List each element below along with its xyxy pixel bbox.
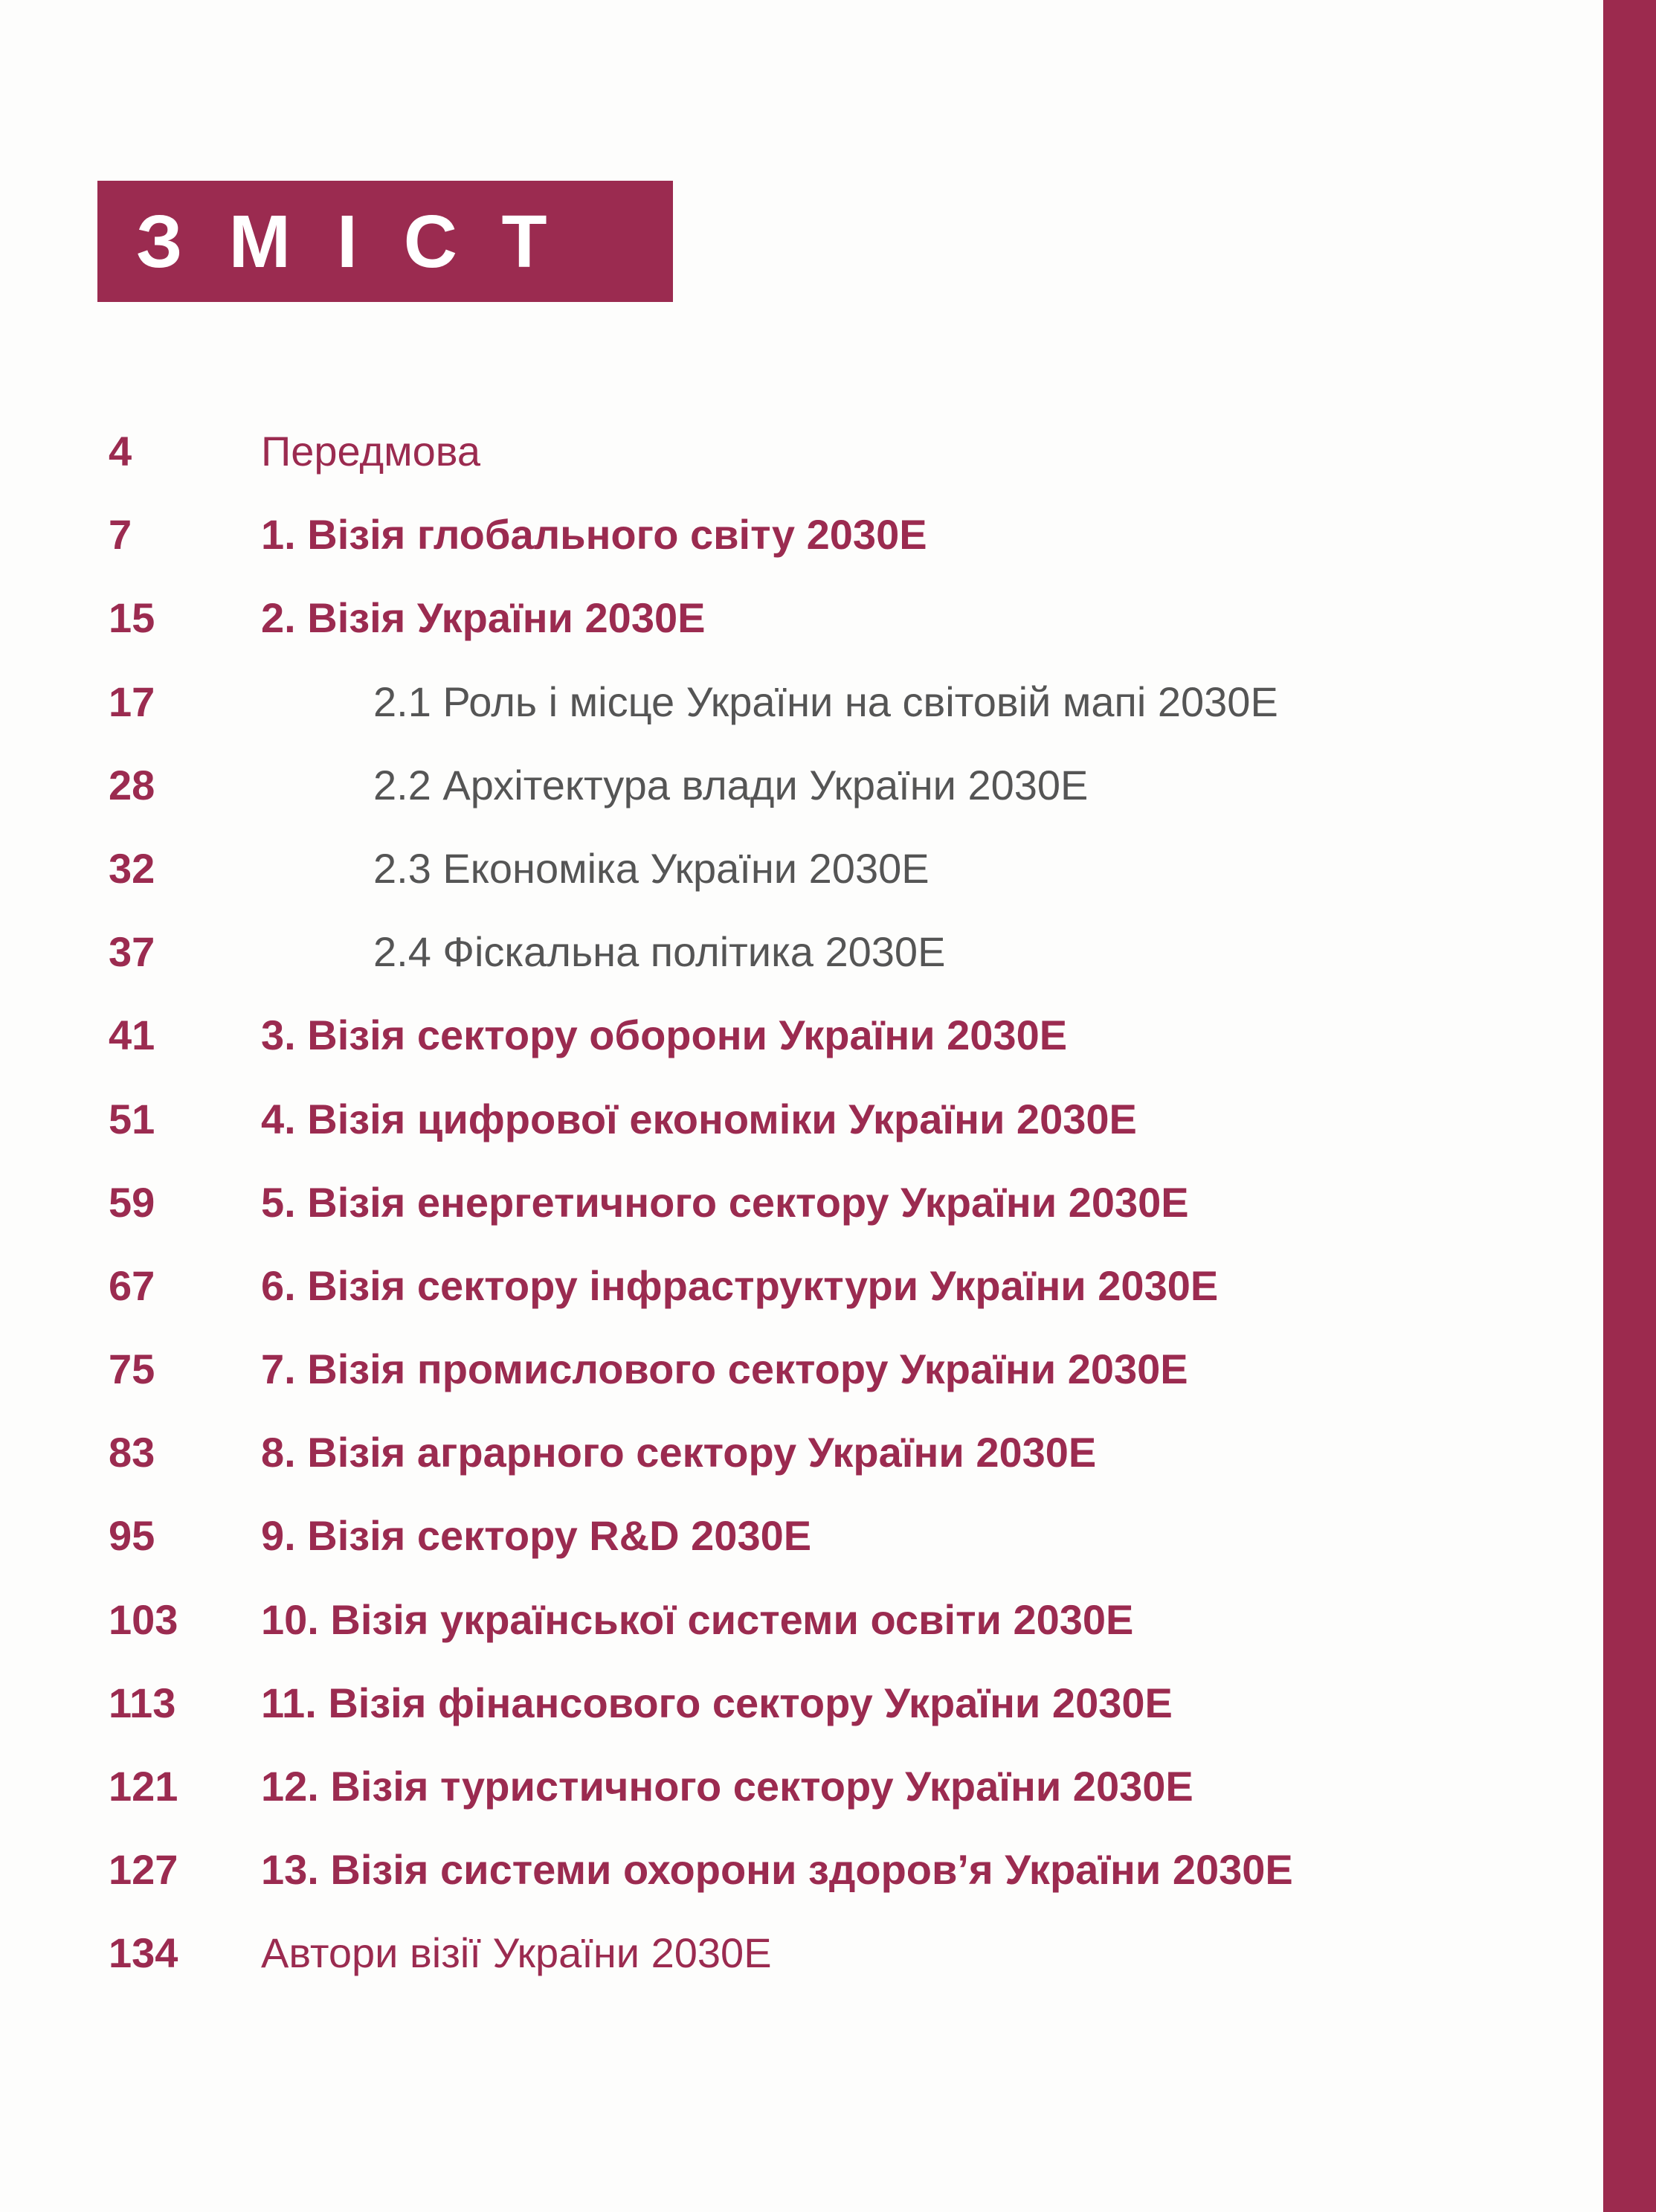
toc-page-number: 32 [109, 844, 155, 892]
toc-entry[interactable] [0, 926, 1562, 1009]
toc-page-number: 37 [109, 928, 155, 976]
toc-entry[interactable] [0, 1761, 1562, 1844]
toc-entry[interactable] [0, 676, 1562, 759]
toc-page-number: 51 [109, 1095, 155, 1142]
toc-entry[interactable] [0, 509, 1562, 592]
toc-entry[interactable] [0, 1177, 1562, 1260]
side-color-stripe [1603, 0, 1656, 2212]
toc-entry[interactable] [0, 759, 1562, 843]
toc-entry-label: 5. Візія енергетичного сектору України 2030Е [261, 1178, 1189, 1226]
toc-entry-label: 10. Візія української системи освіти 2030Е [261, 1595, 1134, 1643]
toc-entry-label: 13. Візія системи охорони здоров’я України 2030Е [261, 1846, 1293, 1894]
toc-entry[interactable] [0, 1510, 1562, 1593]
toc-entry[interactable] [0, 1427, 1562, 1510]
page-title-box [97, 181, 673, 302]
toc-entry[interactable] [0, 1844, 1562, 1927]
toc-page-number: 95 [109, 1512, 155, 1560]
toc-page-number: 127 [109, 1846, 178, 1894]
toc-page-number: 7 [109, 511, 132, 559]
toc-page-number: 41 [109, 1012, 155, 1059]
page-title: ЗМІСТ [136, 199, 593, 283]
toc-page-number: 15 [109, 594, 155, 642]
toc-entry[interactable] [0, 1343, 1562, 1427]
toc-entry-label: 2.2 Архітектура влади України 2030Е [373, 761, 1089, 808]
toc-entry-label: 12. Візія туристичного сектору України 2030Е [261, 1763, 1193, 1810]
toc-entry[interactable] [0, 1677, 1562, 1761]
toc-page-number: 59 [109, 1178, 155, 1226]
toc-entry-label: 9. Візія сектору R&D 2030Е [261, 1512, 812, 1560]
toc-page-number: 67 [109, 1261, 155, 1309]
toc-entry-label: 2.4 Фіскальна політика 2030Е [373, 928, 946, 976]
toc-entry-label: 4. Візія цифрової економіки України 2030Е [261, 1095, 1137, 1142]
toc-entry-label: 1. Візія глобального світу 2030Е [261, 511, 927, 559]
toc-page-number: 83 [109, 1429, 155, 1476]
table-of-contents [0, 425, 1562, 2011]
toc-page-number: 28 [109, 761, 155, 808]
toc-entry[interactable] [0, 1260, 1562, 1343]
toc-page-number: 75 [109, 1345, 155, 1393]
toc-entry-label: 8. Візія аграрного сектору України 2030Е [261, 1429, 1097, 1476]
toc-entry[interactable] [0, 1927, 1562, 2010]
toc-entry[interactable] [0, 1594, 1562, 1677]
toc-entry-label: Передмова [261, 428, 481, 475]
toc-page-number: 134 [109, 1929, 178, 1977]
toc-page-number: 103 [109, 1595, 178, 1643]
toc-entry-label: 3. Візія сектору оборони України 2030Е [261, 1012, 1068, 1059]
toc-page-number: 4 [109, 428, 132, 475]
toc-page-number: 17 [109, 678, 155, 725]
toc-page-number: 113 [109, 1679, 176, 1726]
toc-entry[interactable] [0, 1009, 1562, 1093]
toc-entry-label: 2.3 Економіка України 2030Е [373, 844, 930, 892]
toc-entry[interactable] [0, 1093, 1562, 1177]
toc-entry-label: 2.1 Роль і місце України на світовій мапі 2030Е [373, 678, 1278, 725]
toc-page-number: 121 [109, 1763, 178, 1810]
toc-entry[interactable] [0, 592, 1562, 675]
toc-entry[interactable] [0, 843, 1562, 926]
toc-entry-label: Автори візії України 2030Е [261, 1929, 772, 1977]
toc-entry[interactable] [0, 425, 1562, 509]
toc-entry-label: 11. Візія фінансового сектору України 2030Е [261, 1679, 1173, 1726]
toc-entry-label: 7. Візія промислового сектору України 2030Е [261, 1345, 1188, 1393]
toc-entry-label: 6. Візія сектору інфраструктури України 2030Е [261, 1261, 1219, 1309]
toc-entry-label: 2. Візія України 2030Е [261, 594, 706, 642]
